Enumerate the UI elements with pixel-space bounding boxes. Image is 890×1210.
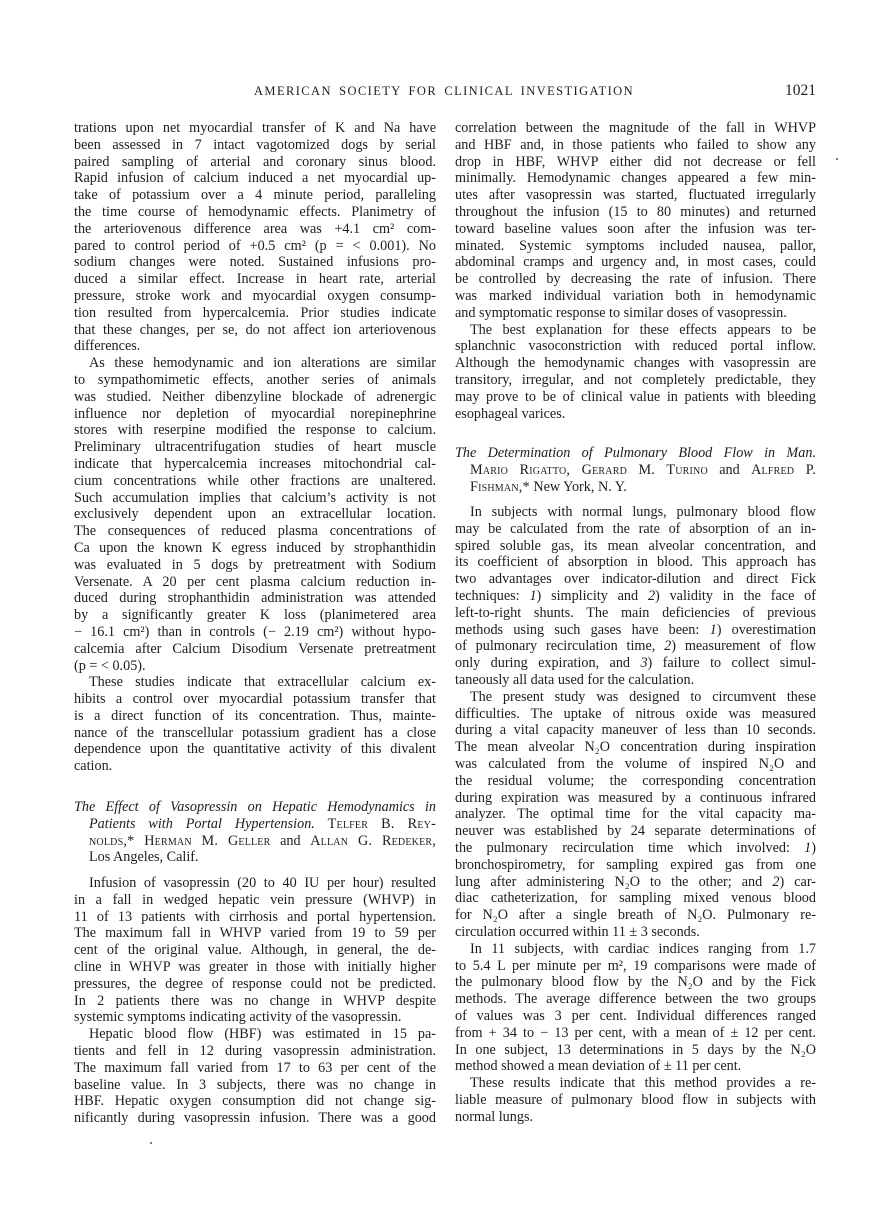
paragraph	[455, 941, 816, 1075]
text-line	[455, 462, 816, 479]
text-segment: only during expiration, and	[455, 655, 641, 672]
article-title: The Effect of Vasopressin on Hepatic Hemodynamics in	[74, 799, 436, 815]
text-line: may prove to be of clinical value in patients with bleeding	[455, 388, 816, 405]
text-line	[455, 638, 816, 655]
text-line: Rapid infusion of calcium induced a net myocardial up-	[74, 170, 436, 187]
vasopressin-abstract-continued	[455, 120, 816, 422]
text-line: method showed a mean deviation of ± 11 per cent.	[455, 1058, 742, 1075]
author-location: Los Angeles, Calif.	[89, 849, 199, 866]
text-line: correlation between the magnitude of the fall in WHVP	[455, 120, 816, 136]
text-line	[74, 833, 436, 850]
text-line: sodium changes were noted. Sustained infusions pro-	[74, 254, 436, 271]
text-line: the pulmonary blood flow by the N₂O and by the Fick	[455, 974, 816, 991]
text-line: from + 34 to − 13 per cent, with a mean of ± 12 per cent.	[455, 1024, 816, 1041]
paragraph	[455, 504, 816, 689]
text-segment: and	[707, 461, 752, 478]
text-line: be controlled by decreasing the rate of infusion. There	[455, 271, 816, 288]
text-line: − 16.1 cm²) than in controls (− 2.19 cm²) without hypo-	[74, 623, 436, 640]
text-line: cline in WHVP was greater in those with initially higher	[74, 958, 436, 975]
enumeration-number: 2	[647, 587, 656, 604]
text-line: dependence upon the quantitative activity of this divalent	[74, 741, 436, 758]
text-line: The consequences of reduced plasma concentrations of	[74, 523, 436, 540]
text-line	[455, 840, 816, 857]
text-line: minimally. Hemodynamic changes appeared a few min-	[455, 170, 816, 187]
text-line: pared to control period of +0.5 cm² (p = < 0.001). No	[74, 237, 436, 254]
text-segment: )	[811, 839, 816, 856]
text-line: pressure, stroke work and myocardial oxygen consump-	[74, 287, 436, 304]
text-line: (p = < 0.05).	[74, 657, 146, 674]
text-line: The mean alveolar N₂O concentration during inspiration	[455, 739, 816, 756]
text-line: circulation occurred within 11 ± 3 seconds.	[455, 923, 700, 940]
paragraph	[74, 1026, 436, 1127]
text-segment: the pulmonary recirculation time which involved:	[455, 839, 805, 856]
text-line: diac catheterization, for sampling mixed venous blood	[455, 890, 816, 907]
text-segment: ) validity in the face of	[655, 587, 816, 604]
text-line: transitory, irregular, and not completely predictable, they	[455, 371, 816, 388]
text-segment: and	[270, 832, 311, 849]
author-names: Fishman,*	[470, 478, 530, 495]
text-line: of values was 3 per cent. Individual differences ranged	[455, 1007, 816, 1024]
text-line: drop in HBF, WHVP either did not decrease or fell	[455, 153, 816, 170]
text-line: The best explanation for these effects appears to be	[470, 321, 816, 338]
enumeration-number: 1	[804, 839, 812, 856]
text-line: 11 of 13 patients with cirrhosis and portal hypertension.	[74, 908, 436, 925]
text-line	[455, 874, 816, 891]
enumeration-number: 1	[709, 621, 717, 638]
paragraph	[74, 355, 436, 674]
text-line	[455, 588, 816, 605]
text-line: nance of the transcellular potassium gradient has a close	[74, 724, 436, 741]
text-line	[455, 655, 816, 672]
text-line: analyzer. The optimal time for the vital capacity ma-	[455, 806, 816, 823]
text-line: In subjects with normal lungs, pulmonary blood flow	[470, 504, 816, 520]
text-line: Ca upon the known K egress induced by strophanthidin	[74, 539, 436, 556]
enumeration-number: 3	[640, 655, 648, 672]
text-line: been assessed in 7 intact vagotomized dogs by serial	[74, 136, 436, 153]
text-line	[455, 622, 816, 639]
text-segment: methods using such gases have been:	[455, 621, 710, 638]
text-segment: ) car-	[779, 873, 817, 890]
text-line: spired soluble gas, its mean alveolar concentration, and	[455, 537, 816, 554]
text-line: splanchnic vasoconstriction with reduced portal inflow.	[455, 338, 816, 355]
paragraph	[74, 120, 436, 355]
scan-speck	[150, 1142, 152, 1144]
text-line: was calculated from the volume of inspired N₂O and	[455, 755, 816, 772]
text-line: its coefficient of absorption in blood. This approach has	[455, 554, 816, 571]
text-line: was evaluated in 5 dogs by pretreatment with Sodium	[74, 556, 436, 573]
page-number: 1021	[785, 82, 816, 99]
text-line: Such accumulation implies that calcium’s activity is not	[74, 489, 436, 506]
text-segment: ) simplicity and	[536, 587, 648, 604]
author-names: Telfer B. Rey-	[314, 815, 436, 832]
text-segment: ) overestimation	[716, 621, 816, 638]
text-line: In 2 patients there was no change in WHVP despite	[74, 992, 436, 1009]
author-names: Allan G. Redeker,	[310, 832, 436, 849]
text-line: systemic symptoms indicating activity of the vasopressin.	[74, 1009, 402, 1026]
text-line: exclusively dependent upon an extracellular location.	[74, 506, 436, 523]
text-line: bronchospirometry, for sampling expired gas from one	[455, 856, 816, 873]
text-line: Preliminary ultracentrifugation studies of heart muscle	[74, 439, 436, 456]
text-line: influence nor depletion of myocardial norepinephrine	[74, 405, 436, 422]
pulmonary-abstract-heading	[455, 445, 816, 495]
text-line: paired sampling of arterial and coronary sinus blood.	[74, 153, 436, 170]
text-line: neuver was established by 24 separate determinations of	[455, 823, 816, 840]
text-line: is a direct function of its concentration. Thus, mainte-	[74, 707, 436, 724]
enumeration-number: 1	[529, 587, 537, 604]
text-line: The maximum fall varied from 17 to 63 per cent of the	[74, 1059, 436, 1076]
text-line: cent of the original value. Although, in general, the de-	[74, 942, 436, 959]
article-title: The Determination of Pulmonary Blood Flow in Man.	[455, 445, 816, 461]
text-line: taneously all data used for the calculation.	[455, 671, 695, 688]
calcium-abstract-continued	[74, 120, 436, 775]
text-line: cation.	[74, 758, 113, 775]
text-line: stores with reserpine modified the response to calcium.	[74, 422, 436, 439]
text-line: to 5.4 L per minute per m², 19 comparisons were made of	[455, 957, 816, 974]
text-line: the arteriovenous difference area was +4.1 cm² com-	[74, 220, 436, 237]
article-title: Patients with Portal Hypertension.	[89, 815, 315, 832]
text-line: As these hemodynamic and ion alterations are similar	[89, 355, 436, 372]
text-line	[74, 799, 436, 816]
text-line: was studied. Neither dibenzyline blockade of adrenergic	[74, 388, 436, 405]
text-line: calcemia after Calcium Disodium Versenate pretreatment	[74, 640, 436, 657]
text-line	[74, 816, 436, 833]
text-line: the time course of hemodynamic effects. Planimetry of	[74, 203, 436, 220]
text-line: HBF. Hepatic oxygen consumption did not change sig-	[74, 1093, 436, 1110]
author-names: Alfred P.	[751, 461, 816, 478]
text-line: Although the hemodynamic changes with vasopressin are	[455, 355, 816, 372]
text-segment: lung after administering N₂O to the other; and	[455, 873, 773, 890]
text-line: and HBF and, in those patients who failed to show any	[455, 136, 816, 153]
enumeration-number: 2	[772, 873, 780, 890]
text-line: for N₂O after a single breath of N₂O. Pulmonary re-	[455, 907, 816, 924]
text-line: in a fall in wedged hepatic vein pressure (WHVP) in	[74, 891, 436, 908]
text-line: hibits a control over myocardial potassium transfer that	[74, 691, 436, 708]
text-line: methods. The average difference between the two groups	[455, 991, 816, 1008]
text-line: normal lungs.	[455, 1108, 534, 1125]
text-line: was marked individual variation both in hemodynamic	[455, 287, 816, 304]
scan-speck	[836, 158, 838, 160]
text-line: throughout the infusion (15 to 80 minutes) and returned	[455, 203, 816, 220]
text-line: Hepatic blood flow (HBF) was estimated in 15 pa-	[89, 1026, 436, 1043]
text-line: Versenate. A 20 per cent plasma calcium reduction in-	[74, 573, 436, 590]
text-line: indicate that hypercalcemia increases mitochondrial cal-	[74, 455, 436, 472]
text-line: left-to-right shunts. The main deficiencies of previous	[455, 604, 816, 621]
text-line: nificantly during vasopressin infusion. There was a good	[74, 1110, 436, 1127]
text-line: In 11 subjects, with cardiac indices ranging from 1.7	[470, 940, 816, 957]
text-line	[455, 479, 816, 496]
text-segment: of pulmonary recirculation time,	[455, 638, 665, 655]
text-line: difficulties. The uptake of nitrous oxide was measured	[455, 705, 816, 722]
text-line: by a significantly greater K loss (planimetered area	[74, 607, 436, 624]
author-location: New York, N. Y.	[529, 478, 627, 495]
paragraph	[455, 322, 816, 423]
paragraph	[455, 120, 816, 322]
text-line: that these changes, per se, do not affect ion arteriovenous	[74, 321, 436, 338]
text-line: These studies indicate that extracellular calcium ex-	[89, 674, 436, 691]
paragraph	[455, 689, 816, 941]
text-line: esophageal varices.	[455, 405, 566, 422]
text-line: baseline value. In 3 subjects, there was no change in	[74, 1076, 436, 1093]
text-line: tion resulted from hypercalcemia. Prior studies indicate	[74, 304, 436, 321]
running-title: AMERICAN SOCIETY FOR CLINICAL INVESTIGATION	[254, 84, 634, 98]
text-segment: techniques:	[455, 587, 530, 604]
pulmonary-abstract-body	[455, 504, 816, 1125]
author-names: Mario Rigatto, Gerard M. Turino	[470, 461, 708, 478]
text-line: cium concentrations while other fractions are unaltered.	[74, 472, 436, 489]
text-line: during expiration was measured by a continuous infrared	[455, 789, 816, 806]
text-line	[74, 849, 436, 866]
text-line: may be calculated from the rate of absorption of an in-	[455, 520, 816, 537]
vasopressin-abstract-body	[74, 875, 436, 1127]
text-line: toward baseline values soon after the infusion was ter-	[455, 220, 816, 237]
text-line: liable measure of pulmonary blood flow in subjects with	[455, 1091, 816, 1108]
text-line: In one subject, 13 determinations in 5 days by the N₂O	[455, 1041, 816, 1058]
text-line: abdominal cramps and urgency and, in most cases, could	[455, 254, 816, 271]
text-line: pressures, the degree of response could not be predicted.	[74, 975, 436, 992]
text-line: tients and fell in 12 during vasopressin administration.	[74, 1042, 436, 1059]
text-line	[455, 445, 816, 462]
text-line: These results indicate that this method provides a re-	[470, 1075, 816, 1092]
text-line: take of potassium over a 4 minute period, paralleling	[74, 187, 436, 204]
text-line: the residual volume; the corresponding concentration	[455, 772, 816, 789]
text-line: duced a similar effect. Increase in heart rate, arterial	[74, 271, 436, 288]
text-line: The maximum fall in WHVP varied from 19 to 59 per	[74, 925, 436, 942]
text-line: two advantages over indicator-dilution and direct Fick	[455, 571, 816, 588]
text-line: minated. Systemic symptoms included nausea, pallor,	[455, 237, 816, 254]
text-line: and symptomatic response to similar doses of vasopressin.	[455, 304, 787, 321]
text-line: to sympathomimetic effects, another series of animals	[74, 371, 436, 388]
enumeration-number: 2	[664, 638, 672, 655]
text-line: The present study was designed to circumvent these	[470, 688, 816, 705]
text-line: differences.	[74, 338, 141, 355]
paragraph	[74, 674, 436, 775]
text-line: trations upon net myocardial transfer of K and Na have	[74, 120, 436, 136]
vasopressin-abstract-heading	[74, 799, 436, 866]
text-line: utes after vasopressin was started, fluctuated irregularly	[455, 187, 816, 204]
text-line: during a vital capacity maneuver of less than 10 seconds.	[455, 722, 816, 739]
text-line: duced during strophanthidin administration was attended	[74, 590, 436, 607]
text-line: Infusion of vasopressin (20 to 40 IU per hour) resulted	[89, 875, 436, 891]
author-names: nolds,* Herman M. Geller	[89, 832, 271, 849]
paragraph	[74, 875, 436, 1026]
paragraph	[455, 1075, 816, 1125]
text-segment: ) measurement of flow	[671, 638, 816, 655]
text-segment: ) failure to collect simul-	[647, 655, 816, 672]
